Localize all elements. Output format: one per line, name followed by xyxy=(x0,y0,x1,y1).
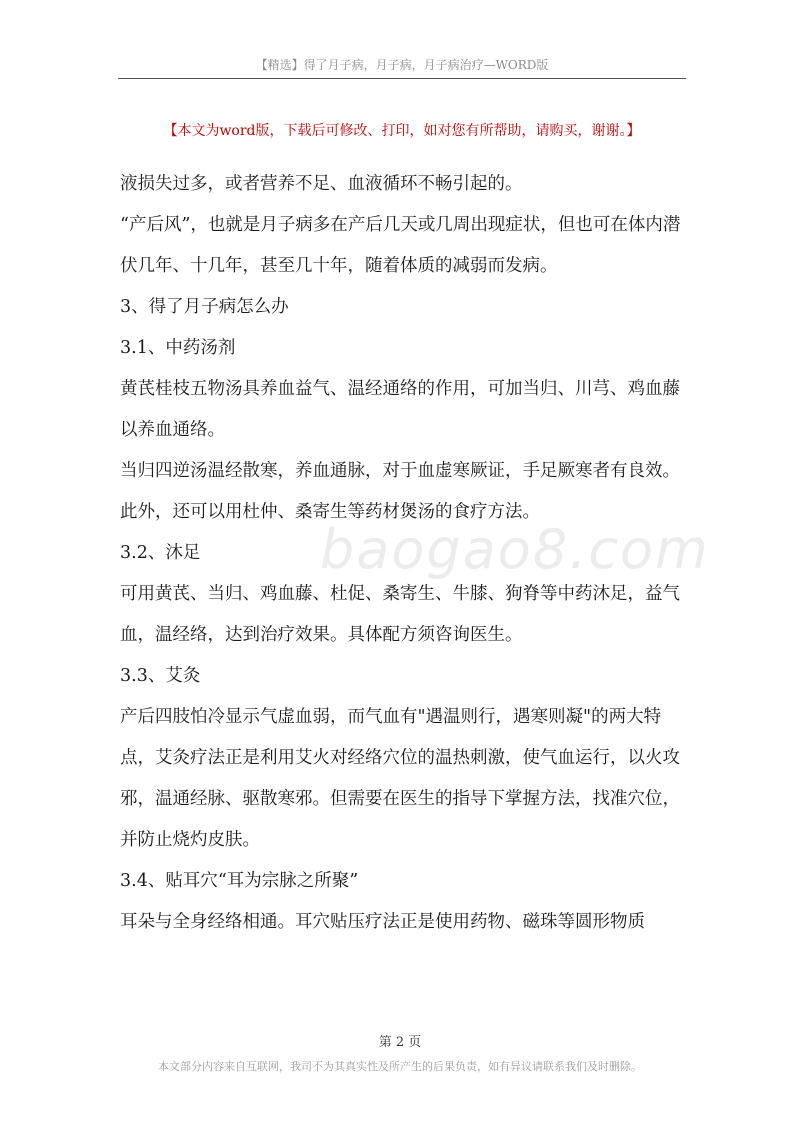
document-body xyxy=(120,164,686,943)
section-heading: 3、得了月子病怎么办 xyxy=(120,297,289,317)
paragraph: 耳朵与全身经络相通。耳穴贴压疗法正是使用药物、磁珠等圆形物质 xyxy=(120,912,645,932)
subsection-heading: 3.4、贴耳穴“耳为宗脉之所聚” xyxy=(120,871,359,891)
download-notice: 【本文为word版，下载后可修改、打印，如对您有所帮助，请购买，谢谢。】 xyxy=(163,123,641,139)
paragraph: 黄芪桂枝五物汤具养血益气、温经通络的作用，可加当归、川芎、鸡血藤以养血通络。 xyxy=(120,379,680,440)
paragraph: 产后四肢怕冷显示气虚血弱，而气血有"遇温则行，遇寒则凝"的两大特点，艾灸疗法正是利用艾火对经络穴位的温热刺激，使气血运行，以火攻邪，温通经脉、驱散寒邪。但需要在医生的指导下掌握方法，找准穴位，并防止烧灼皮肤。 xyxy=(120,707,680,850)
paragraph: “产后风”，也就是月子病多在产后几天或几周出现症状，但也可在体内潜伏几年、十几年，甚至几十年，随着体质的减弱而发病。 xyxy=(120,215,681,276)
page-number: 第 2 页 xyxy=(378,1035,422,1050)
subsection-heading: 3.2、沐足 xyxy=(120,543,201,563)
paragraph: 液损失过多，或者营养不足、血液循环不畅引起的。 xyxy=(120,174,523,194)
page-header: 【精选】得了月子病，月子病，月子病治疗—WORD版 xyxy=(118,56,686,79)
footer-disclaimer: 本文部分内容来自互联网，我司不为其真实性及所产生的后果负责，如有异议请联系我们及时删除。 xyxy=(158,1060,642,1073)
subsection-heading: 3.3、艾灸 xyxy=(120,666,201,686)
paragraph: 此外，还可以用杜仲、桑寄生等药材煲汤的食疗方法。 xyxy=(120,502,540,522)
watermark: baogao8.com xyxy=(320,518,710,581)
subsection-heading: 3.1、中药汤剂 xyxy=(120,338,236,358)
paragraph: 当归四逆汤温经散寒，养血通脉，对于血虚寒厥证，手足厥寒者有良效。 xyxy=(120,461,680,481)
paragraph: 可用黄芪、当归、鸡血藤、杜促、桑寄生、牛膝、狗脊等中药沐足，益气血，温经络，达到治疗效果。具体配方须咨询医生。 xyxy=(120,584,680,645)
